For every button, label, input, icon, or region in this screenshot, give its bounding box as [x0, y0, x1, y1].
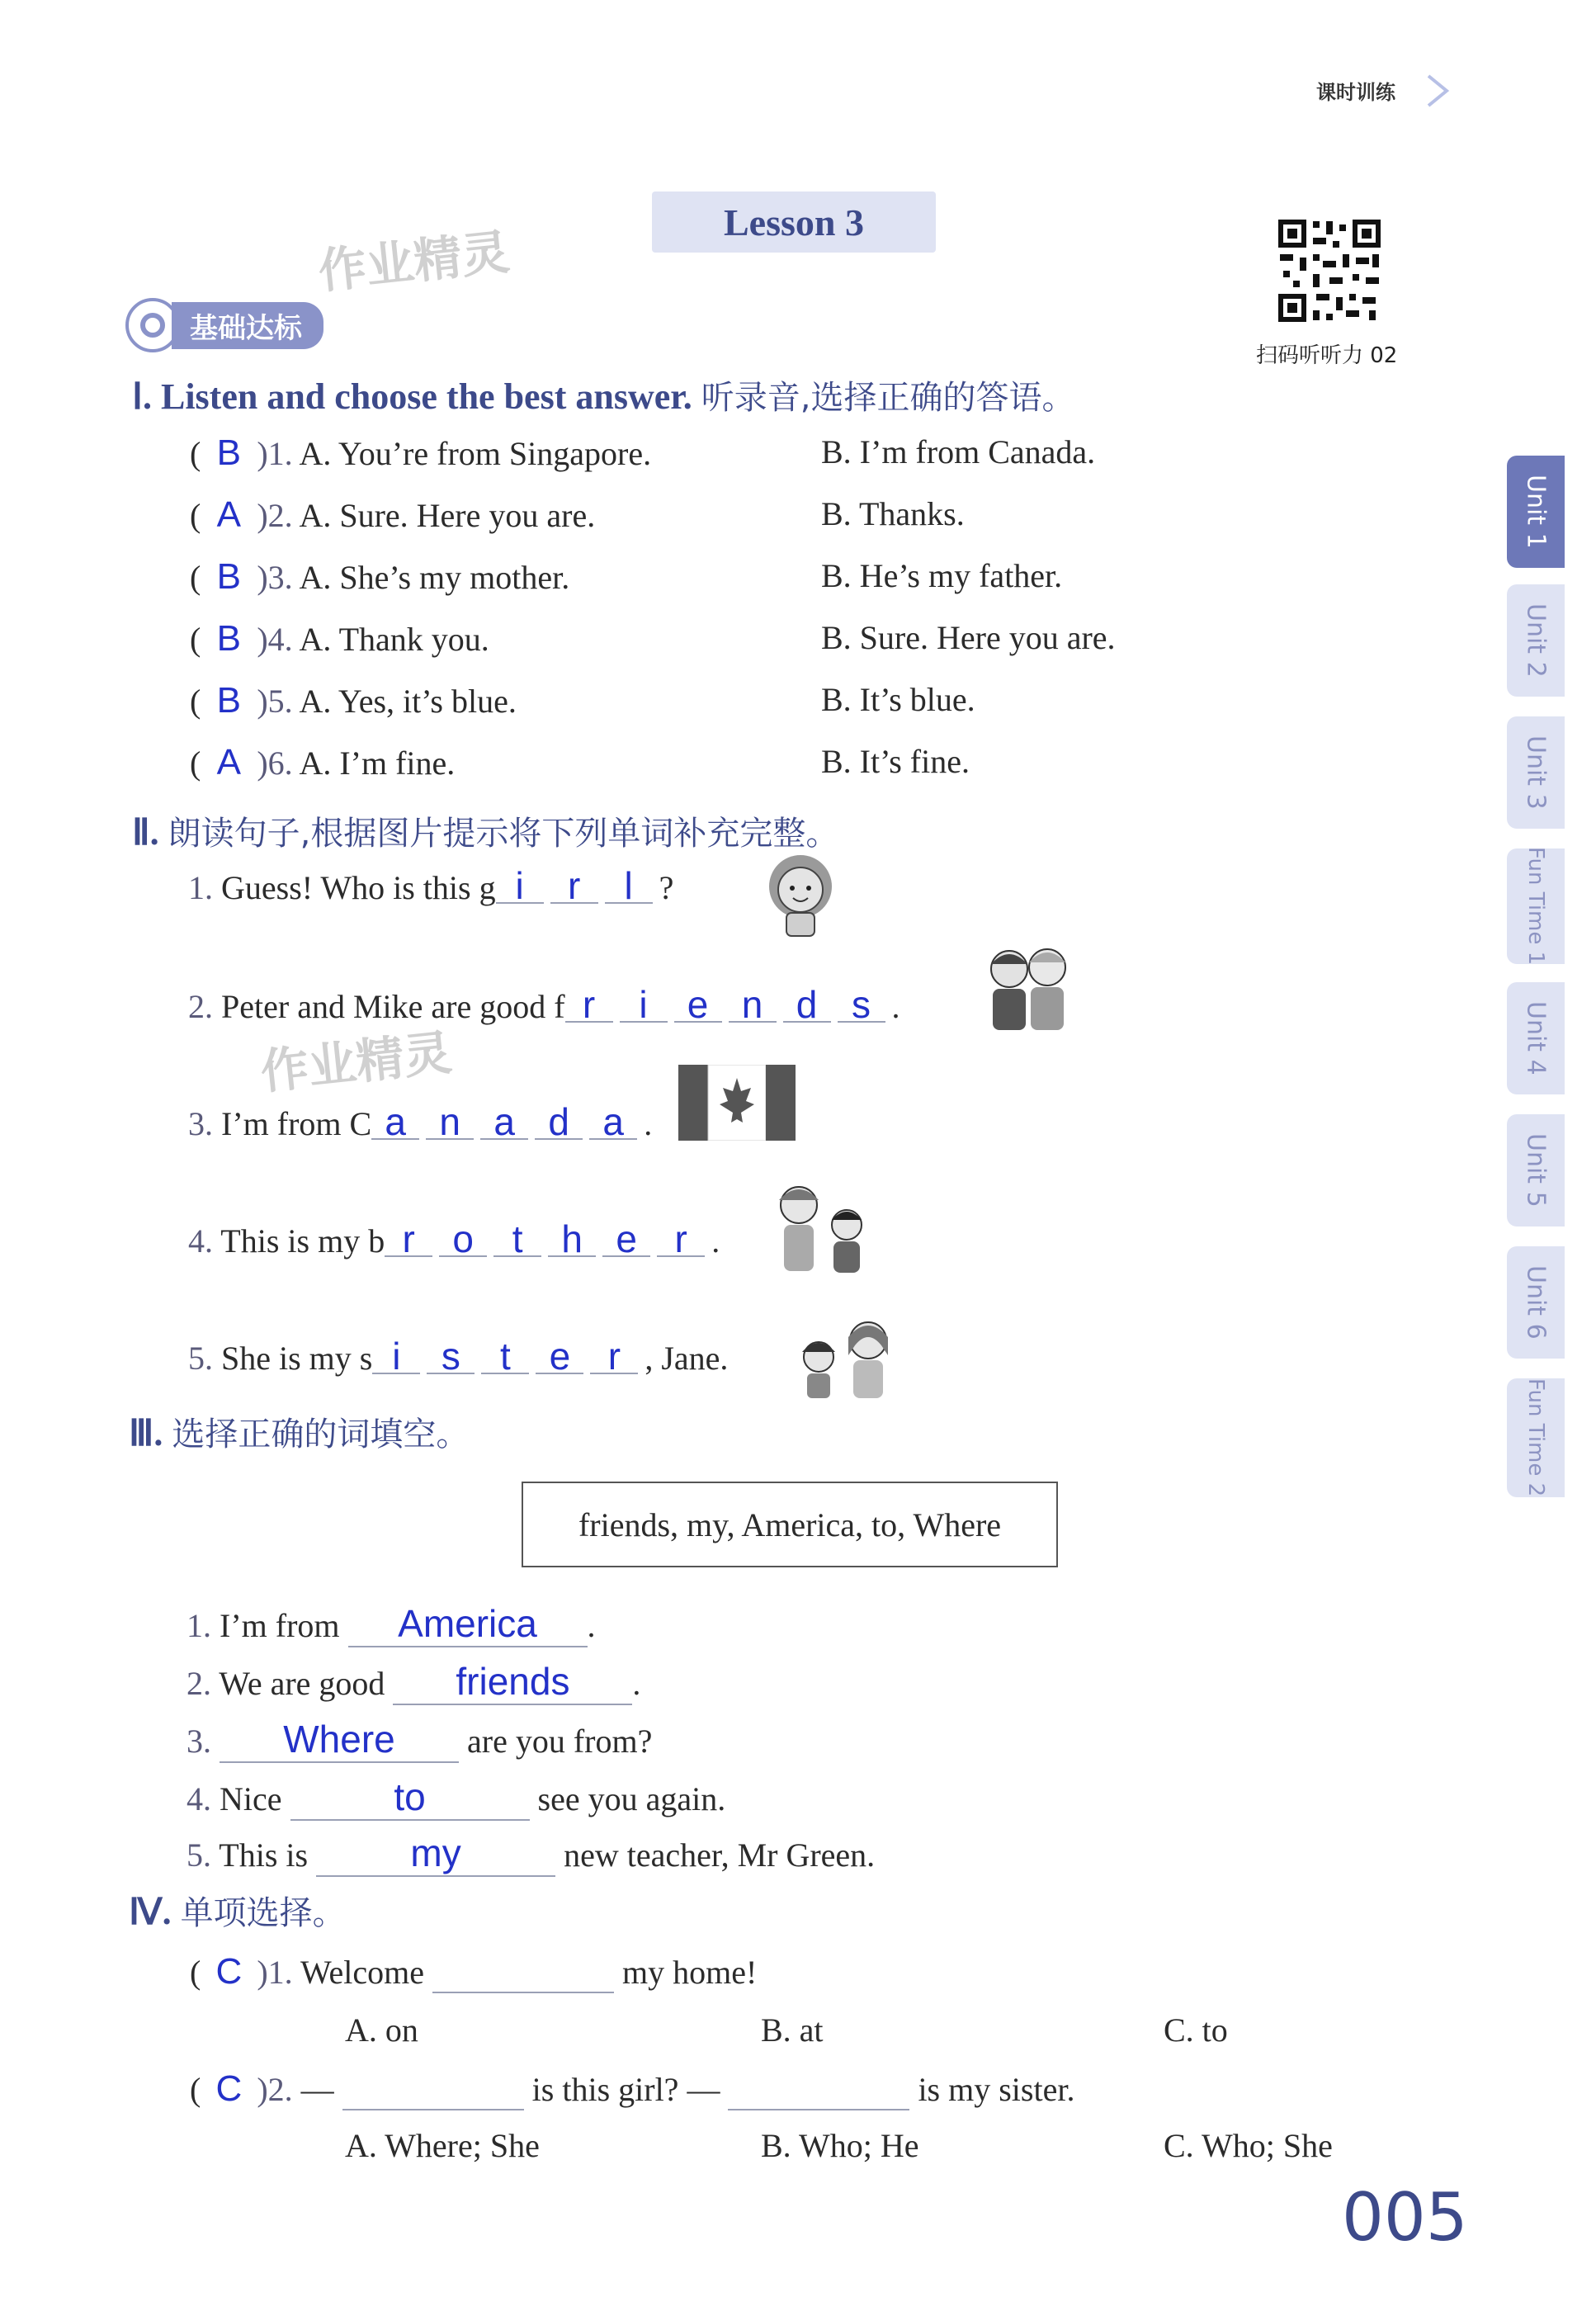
qr-caption: 扫码听听力 02: [1256, 343, 1398, 368]
letter-blank[interactable]: i: [620, 988, 668, 1023]
letter-blank[interactable]: r: [565, 988, 613, 1023]
letter-blank[interactable]: s: [838, 988, 885, 1023]
option-b: B. Thanks.: [821, 495, 965, 532]
letter-blank[interactable]: t: [493, 1222, 541, 1257]
answer-blank[interactable]: [342, 2070, 524, 2110]
answer-blank[interactable]: Where: [220, 1717, 459, 1763]
qr-code[interactable]: [1275, 216, 1384, 325]
option-c: C. Who; She: [1164, 2127, 1333, 2164]
section-4-roman: Ⅳ.: [129, 1892, 172, 1932]
tab-fun-time-1[interactable]: Fun Time 1: [1507, 848, 1565, 964]
list-item: ( B )3. A. She’s my mother.: [190, 556, 570, 597]
list-item: 4. This is my b r o t h e r .: [188, 1217, 720, 1260]
letter-blank[interactable]: a: [589, 1105, 637, 1140]
chevron-right-icon: [1424, 73, 1452, 112]
letter-blank[interactable]: h: [548, 1222, 596, 1257]
option-a: A. Where; She: [345, 2127, 540, 2164]
two-boys-illustration: [978, 941, 1077, 1043]
option-a: A. I’m fine.: [299, 744, 456, 782]
letter-blank[interactable]: o: [439, 1222, 487, 1257]
tab-unit-1[interactable]: Unit 1: [1507, 456, 1565, 568]
option-b: B. It’s blue.: [821, 681, 975, 718]
letter-blank[interactable]: i: [496, 869, 544, 904]
list-item: 3. I’m from C a n a d a .: [188, 1100, 653, 1143]
lesson-title: Lesson 3: [724, 201, 864, 243]
section-4-heading: [129, 1887, 346, 1934]
answer-choice[interactable]: B: [216, 556, 241, 597]
section-3-title-cn: 选择正确的词填空。: [172, 1416, 470, 1453]
answer-choice[interactable]: B: [216, 618, 241, 659]
tab-unit-5[interactable]: Unit 5: [1507, 1114, 1565, 1227]
answer-blank[interactable]: [432, 1953, 614, 1993]
option-a: A. Sure. Here you are.: [299, 497, 596, 534]
list-item: ( A )6. A. I’m fine.: [190, 742, 456, 782]
option-a: A. You’re from Singapore.: [299, 435, 652, 472]
section-2-roman: Ⅱ.: [132, 812, 159, 853]
letter-blank[interactable]: d: [783, 988, 831, 1023]
letter-blank[interactable]: d: [535, 1105, 583, 1140]
watermark: 作业精灵: [315, 224, 512, 300]
list-item: ( B )4. A. Thank you.: [190, 618, 489, 659]
answer-choice[interactable]: A: [216, 494, 241, 535]
tab-unit-4[interactable]: Unit 4: [1507, 982, 1565, 1094]
option-b: B. Sure. Here you are.: [821, 619, 1116, 656]
lesson-title-banner: [652, 191, 936, 253]
option-b: B. Who; He: [761, 2127, 919, 2164]
letter-blank[interactable]: e: [602, 1222, 650, 1257]
section-1-heading: [132, 371, 1074, 418]
letter-blank[interactable]: r: [657, 1222, 705, 1257]
letter-blank[interactable]: r: [550, 869, 598, 904]
option-a: A. She’s my mother.: [299, 559, 570, 596]
letter-blank[interactable]: a: [480, 1105, 528, 1140]
section-1-title-en: Listen and choose the best answer.: [160, 376, 692, 417]
option-b: B. I’m from Canada.: [821, 433, 1096, 470]
tab-fun-time-2[interactable]: Fun Time 2: [1507, 1378, 1565, 1497]
section-2-heading: [132, 807, 838, 854]
answer-blank[interactable]: my: [316, 1831, 555, 1877]
list-item: 5. This is my new teacher, Mr Green.: [187, 1831, 875, 1877]
answer-blank[interactable]: [728, 2070, 909, 2110]
section-1-roman: Ⅰ.: [132, 376, 152, 417]
letter-blank[interactable]: r: [590, 1340, 638, 1374]
answer-choice[interactable]: A: [216, 742, 241, 782]
answer-blank[interactable]: friends: [393, 1659, 632, 1705]
canada-flag-icon: [678, 1065, 796, 1144]
list-item: 2. We are good friends .: [187, 1659, 640, 1705]
answer-choice[interactable]: B: [216, 680, 241, 721]
option-a: A. Yes, it’s blue.: [299, 683, 517, 720]
letter-blank[interactable]: t: [481, 1340, 529, 1374]
answer-choice[interactable]: C: [215, 2068, 243, 2109]
girl-illustration: [755, 850, 846, 943]
answer-blank[interactable]: America: [348, 1601, 588, 1647]
watermark: 作业精灵: [257, 1024, 455, 1100]
option-a: A. Thank you.: [299, 621, 489, 658]
list-item: ( B )1. A. You’re from Singapore.: [190, 432, 652, 473]
question-2: ( C )2. — is this girl? — is my sister.: [190, 2068, 1075, 2109]
letter-blank[interactable]: r: [385, 1222, 432, 1257]
letter-blank[interactable]: s: [427, 1340, 475, 1374]
section-1-title-cn: 听录音,选择正确的答语。: [701, 379, 1075, 417]
list-item: 4. Nice to see you again.: [187, 1775, 725, 1821]
list-item: 1. I’m from America .: [187, 1601, 596, 1647]
word-box: friends, my, America, to, Where: [522, 1482, 1058, 1567]
letter-blank[interactable]: n: [729, 988, 777, 1023]
letter-blank[interactable]: i: [372, 1340, 420, 1374]
tab-unit-2[interactable]: Unit 2: [1507, 584, 1565, 697]
option-b: B. He’s my father.: [821, 557, 1063, 594]
brothers-illustration: [767, 1179, 875, 1281]
section-3-heading: [129, 1408, 469, 1455]
letter-blank[interactable]: a: [371, 1105, 419, 1140]
list-item: 1. Guess! Who is this g i r l ?: [188, 864, 674, 907]
section-header: 课时训练: [1316, 81, 1395, 104]
list-item: 5. She is my s i s t e r , Jane.: [188, 1335, 729, 1378]
letter-blank[interactable]: e: [674, 988, 722, 1023]
letter-blank[interactable]: e: [536, 1340, 583, 1374]
tab-unit-6[interactable]: Unit 6: [1507, 1246, 1565, 1359]
section-2-title-cn: 朗读句子,根据图片提示将下列单词补充完整。: [168, 815, 839, 853]
section-badge: [125, 299, 323, 352]
option-c: C. to: [1164, 2011, 1228, 2049]
page-number: 005: [1342, 2179, 1468, 2256]
answer-choice[interactable]: B: [216, 432, 241, 473]
option-a: A. on: [345, 2011, 418, 2049]
answer-blank[interactable]: to: [290, 1775, 530, 1821]
option-b: B. It’s fine.: [821, 743, 970, 780]
tab-unit-3[interactable]: Unit 3: [1507, 716, 1565, 829]
section-3-roman: Ⅲ.: [129, 1413, 163, 1453]
list-item: ( A )2. A. Sure. Here you are.: [190, 494, 596, 535]
answer-choice[interactable]: C: [215, 1951, 243, 1992]
list-item: 2. Peter and Mike are good f r i e n d s .: [188, 983, 900, 1026]
sisters-illustration: [792, 1312, 908, 1406]
badge-label: 基础达标: [172, 302, 323, 349]
question-1: ( C )1. Welcome my home!: [190, 1951, 758, 1992]
option-b: B. at: [761, 2011, 824, 2049]
list-item: ( B )5. A. Yes, it’s blue.: [190, 680, 517, 721]
section-4-title-cn: 单项选择。: [180, 1894, 346, 1932]
letter-blank[interactable]: n: [426, 1105, 474, 1140]
list-item: 3. Where are you from?: [187, 1717, 652, 1763]
letter-blank[interactable]: l: [605, 869, 653, 904]
